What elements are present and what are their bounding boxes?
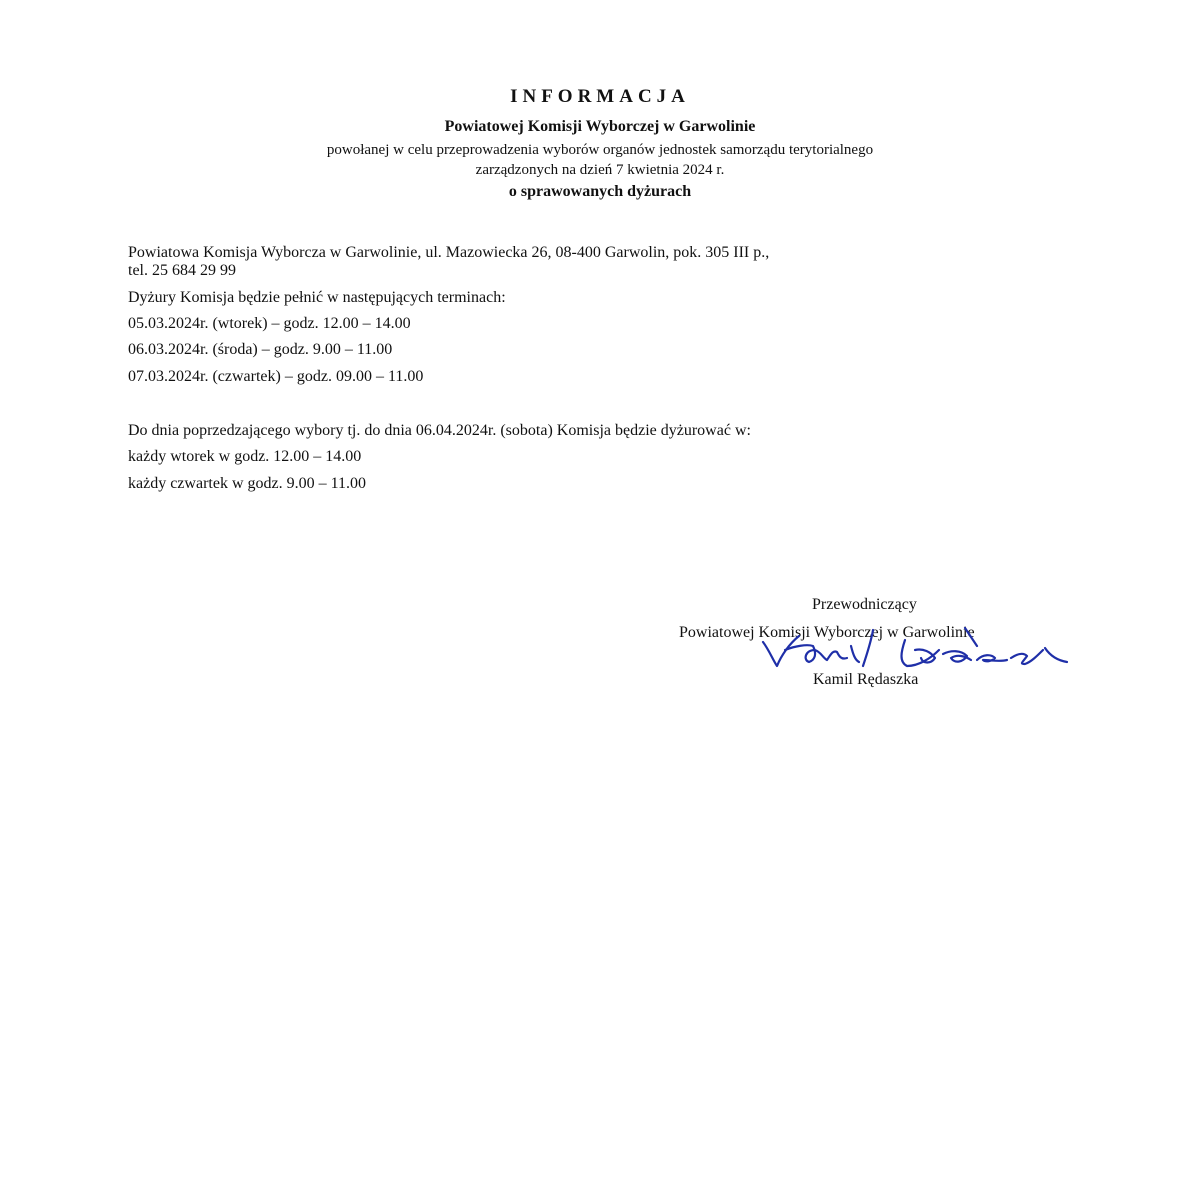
duty-date-1: 05.03.2024r. (wtorek) – godz. 12.00 – 14.00 (128, 315, 411, 332)
address-line-2: tel. 25 684 29 99 (128, 262, 236, 279)
recurring-duty-1: każdy wtorek w godz. 12.00 – 14.00 (128, 448, 362, 465)
signatory-role-line-1: Przewodniczący (812, 596, 917, 613)
recurring-intro: Do dnia poprzedzającego wybory tj. do dnia 06.04.2024r. (sobota) Komisja będzie dyżurować w: (128, 422, 751, 439)
duty-date-2: 06.03.2024r. (środa) – godz. 9.00 – 11.00 (128, 341, 393, 358)
recurring-duty-2: każdy czwartek w godz. 9.00 – 11.00 (128, 475, 366, 492)
address-line-1: Powiatowa Komisja Wyborcza w Garwolinie, ul. Mazowiecka 26, 08-400 Garwolin, pok. 305 III p., (128, 244, 770, 261)
document-purpose-line-2: zarządzonych na dzień 7 kwietnia 2024 r. (475, 162, 725, 178)
document-subtitle: Powiatowej Komisji Wyborczej w Garwolinie (444, 118, 756, 135)
duty-intro: Dyżury Komisja będzie pełnić w następujących terminach: (128, 289, 506, 306)
handwritten-signature (755, 620, 1075, 680)
document-title: INFORMACJA (510, 86, 690, 107)
duty-date-3: 07.03.2024r. (czwartek) – godz. 09.00 – 11.00 (128, 368, 424, 385)
signatory-role-line-2: Powiatowej Komisji Wyborczej w Garwolinie (679, 624, 975, 641)
signatory-name: Kamil Rędaszka (813, 671, 919, 688)
document-topic: o sprawowanych dyżurach (508, 183, 692, 200)
document-purpose-line-1: powołanej w celu przeprowadzenia wyborów organów jednostek samorządu terytorialnego (326, 142, 874, 158)
